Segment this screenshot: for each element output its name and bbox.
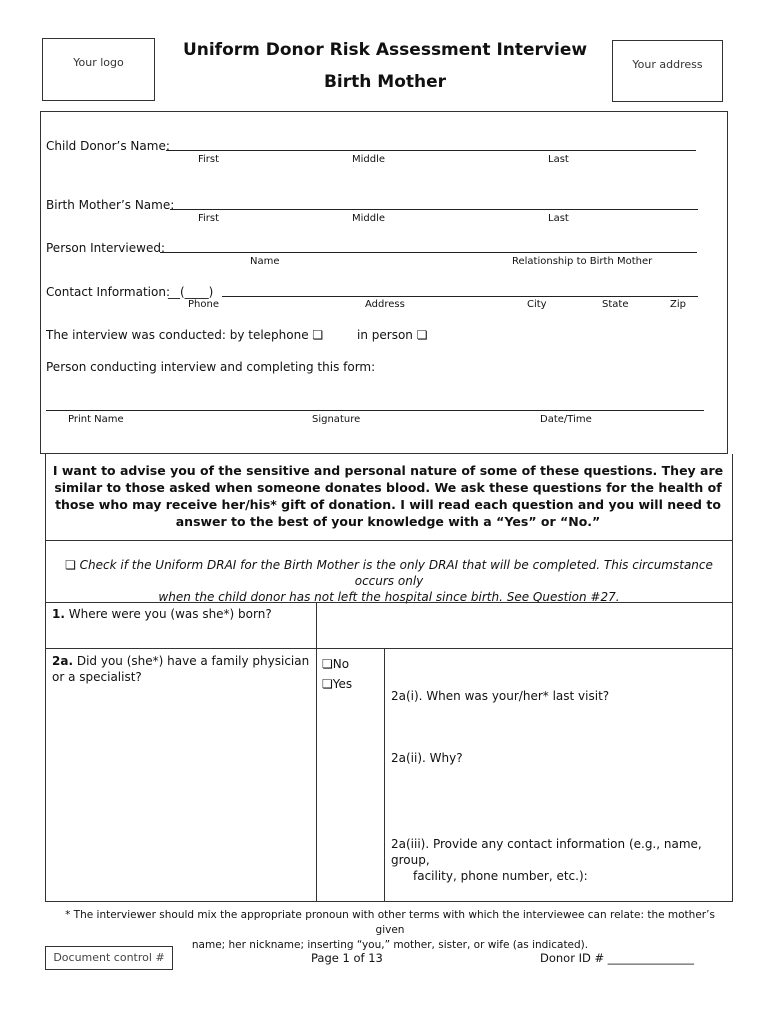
- only-drai-note-line2: when the child donor has not left the hospital since birth. See Question #27.: [158, 590, 620, 604]
- relationship-sublabel: Relationship to Birth Mother: [512, 256, 653, 267]
- mother-last-sublabel: Last: [548, 213, 569, 224]
- address-placeholder-text: Your address: [632, 58, 703, 71]
- logo-placeholder-text: Your logo: [73, 56, 124, 69]
- only-drai-note-line1: Check if the Uniform DRAI for the Birth Mother is the only DRAI that will be completed. This circumstance occurs only: [79, 558, 713, 588]
- child-first-sublabel: First: [198, 154, 220, 165]
- q1-number: 1.: [52, 607, 65, 621]
- document-control-text: Document control #: [53, 951, 165, 964]
- form-subtitle: Birth Mother: [323, 72, 447, 92]
- q2a-number: 2a.: [52, 654, 74, 668]
- donor-id-field[interactable]: Donor ID # _______________: [540, 951, 695, 965]
- person-interviewed-label: Person Interviewed:: [46, 241, 165, 255]
- q2a-text: Did you (she*) have a family physician or a specialist?: [52, 654, 310, 684]
- child-donor-name-field[interactable]: [166, 150, 696, 151]
- q2a-i-text: 2a(i). When was your/her* last visit?: [391, 689, 610, 703]
- divider-notice: [45, 540, 733, 541]
- logo-placeholder-box: [42, 38, 155, 101]
- address-placeholder-box: [612, 40, 723, 102]
- q2a-iii-line2: facility, phone number, etc.):: [413, 869, 588, 883]
- q2a-no-checkbox[interactable]: ❏No: [322, 657, 350, 671]
- question-1: [52, 606, 312, 622]
- child-donor-name-label: Child Donor’s Name:: [46, 139, 170, 153]
- address-sublabel: Address: [365, 299, 405, 310]
- mother-middle-sublabel: Middle: [352, 213, 386, 224]
- form-title: Uniform Donor Risk Assessment Interview: [182, 40, 588, 60]
- table-bottom: [45, 901, 733, 902]
- signature-sublabel: Signature: [312, 414, 361, 425]
- child-last-sublabel: Last: [548, 154, 569, 165]
- q2a-iii-line1: 2a(iii). Provide any contact information (e.g., name, group,: [391, 837, 702, 867]
- birth-mother-name-label: Birth Mother’s Name:: [46, 198, 175, 212]
- only-drai-note: [48, 557, 730, 605]
- conductor-signature-field[interactable]: [46, 410, 704, 411]
- divider-q1: [45, 602, 733, 603]
- q1-text: Where were you (was she*) born?: [68, 607, 272, 621]
- child-middle-sublabel: Middle: [352, 154, 386, 165]
- q2a-ii-text: 2a(ii). Why?: [391, 751, 463, 765]
- in-person-checkbox[interactable]: in person ❏: [357, 328, 428, 342]
- answer-column-divider: [384, 648, 385, 902]
- person-conducting-label: Person conducting interview and completing this form:: [46, 360, 376, 374]
- contact-info-field[interactable]: [222, 296, 698, 297]
- by-telephone-checkbox[interactable]: The interview was conducted: by telephone ❏: [46, 328, 324, 342]
- interviewed-name-sublabel: Name: [250, 256, 280, 267]
- document-control-box: [45, 946, 173, 970]
- phone-sublabel: Phone: [188, 299, 219, 310]
- q2a-iii-text: [391, 836, 729, 884]
- divider-q2a: [45, 648, 733, 649]
- date-time-sublabel: Date/Time: [540, 414, 592, 425]
- person-interviewed-field[interactable]: [160, 252, 697, 253]
- page-number: Page 1 of 13: [311, 951, 383, 965]
- column-divider: [316, 602, 317, 902]
- city-sublabel: City: [527, 299, 547, 310]
- birth-mother-name-field[interactable]: [170, 209, 698, 210]
- only-drai-checkbox[interactable]: ❏: [65, 558, 76, 572]
- zip-sublabel: Zip: [670, 299, 686, 310]
- q1-answer-field[interactable]: [318, 604, 731, 646]
- mother-first-sublabel: First: [198, 213, 220, 224]
- question-2a: [52, 653, 314, 685]
- print-name-sublabel: Print Name: [68, 414, 124, 425]
- footnote-line1: * The interviewer should mix the appropriate pronoun with other terms with which the interviewee can relate: the mother’s given: [65, 909, 715, 936]
- sensitivity-notice: I want to advise you of the sensitive and personal nature of some of these questions. They are similar to those asked when someone donates blood. We ask these questions for the health of those who may receive her/his* gift of donation. I will read each question and you will need to answer to the best of your knowledge with a “Yes” or “No.”: [52, 463, 724, 529]
- footnote-line2: name; her nickname; inserting “you,” mother, sister, or wife (as indicated).: [191, 939, 589, 951]
- contact-info-label: Contact Information:: [46, 285, 171, 299]
- state-sublabel: State: [602, 299, 629, 310]
- q2a-yes-checkbox[interactable]: ❏Yes: [322, 677, 353, 691]
- contact-phone-prefix: __(____): [168, 285, 214, 299]
